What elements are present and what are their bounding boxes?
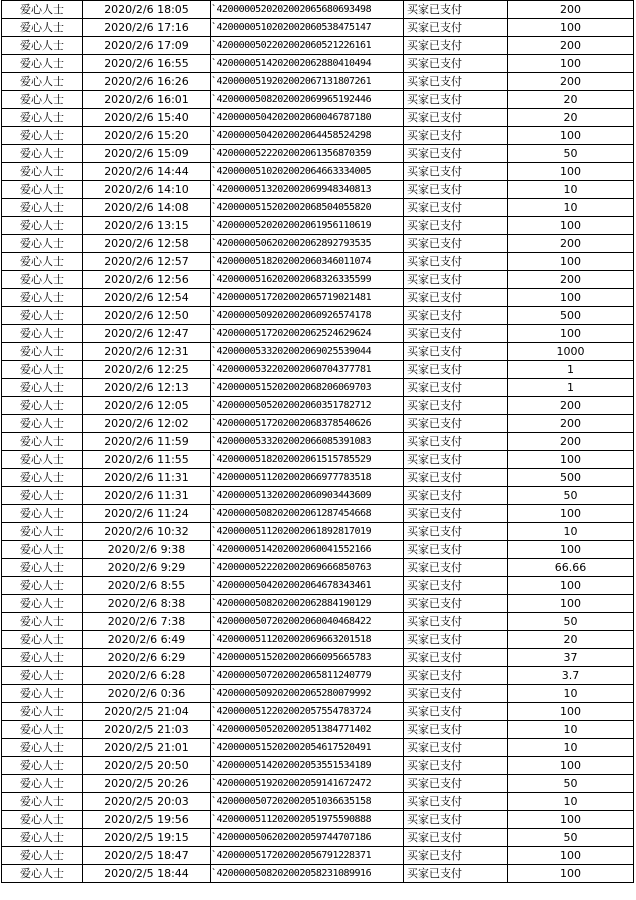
payment-status-cell: 买家已支付: [404, 757, 508, 775]
payment-status-cell: 买家已支付: [404, 793, 508, 811]
amount-cell: 200: [508, 235, 634, 253]
time-cell: 2020/2/5 21:01: [83, 739, 211, 757]
transaction-id-cell: `4200000505202002060351782712: [211, 397, 404, 415]
amount-cell: 20: [508, 631, 634, 649]
amount-cell: 200: [508, 433, 634, 451]
time-cell: 2020/2/6 15:20: [83, 127, 211, 145]
payment-status-cell: 买家已支付: [404, 631, 508, 649]
amount-cell: 100: [508, 865, 634, 883]
amount-cell: 10: [508, 181, 634, 199]
table-row: [2, 289, 634, 307]
payment-status-cell: 买家已支付: [404, 415, 508, 433]
transaction-id-cell: `4200000520202002061956110619: [211, 217, 404, 235]
donor-name-cell: 爱心人士: [2, 379, 83, 397]
payment-status-cell: 买家已支付: [404, 721, 508, 739]
payment-status-cell: 买家已支付: [404, 505, 508, 523]
payment-status-cell: 买家已支付: [404, 739, 508, 757]
time-cell: 2020/2/6 12:25: [83, 361, 211, 379]
payment-status-cell: 买家已支付: [404, 523, 508, 541]
time-cell: 2020/2/5 19:15: [83, 829, 211, 847]
table-row: [2, 235, 634, 253]
amount-cell: 200: [508, 415, 634, 433]
amount-cell: 50: [508, 487, 634, 505]
payment-status-cell: 买家已支付: [404, 451, 508, 469]
amount-cell: 100: [508, 451, 634, 469]
transaction-id-cell: `4200000507202002060040468422: [211, 613, 404, 631]
donor-name-cell: 爱心人士: [2, 361, 83, 379]
payment-status-cell: 买家已支付: [404, 73, 508, 91]
payment-status-cell: 买家已支付: [404, 361, 508, 379]
table-row: [2, 37, 634, 55]
table-row: [2, 343, 634, 361]
payment-status-cell: 买家已支付: [404, 829, 508, 847]
amount-cell: 100: [508, 55, 634, 73]
payment-status-cell: 买家已支付: [404, 775, 508, 793]
donor-name-cell: 爱心人士: [2, 433, 83, 451]
time-cell: 2020/2/6 11:24: [83, 505, 211, 523]
transaction-id-cell: `4200000533202002069025539044: [211, 343, 404, 361]
payment-status-cell: 买家已支付: [404, 667, 508, 685]
transaction-id-cell: `4200000504202002064458524298: [211, 127, 404, 145]
time-cell: 2020/2/6 9:38: [83, 541, 211, 559]
transaction-id-cell: `4200000506202002059744707186: [211, 829, 404, 847]
donor-name-cell: 爱心人士: [2, 127, 83, 145]
amount-cell: 10: [508, 721, 634, 739]
table-row: [2, 397, 634, 415]
payment-status-cell: 买家已支付: [404, 433, 508, 451]
donor-name-cell: 爱心人士: [2, 757, 83, 775]
table-row: [2, 811, 634, 829]
transaction-id-cell: `4200000519202002059141672472: [211, 775, 404, 793]
donor-name-cell: 爱心人士: [2, 631, 83, 649]
transaction-id-cell: `4200000514202002060041552166: [211, 541, 404, 559]
time-cell: 2020/2/6 12:02: [83, 415, 211, 433]
table-row: [2, 775, 634, 793]
table-row: [2, 829, 634, 847]
amount-cell: 100: [508, 217, 634, 235]
time-cell: 2020/2/5 20:50: [83, 757, 211, 775]
payment-status-cell: 买家已支付: [404, 379, 508, 397]
donor-name-cell: 爱心人士: [2, 613, 83, 631]
transaction-id-cell: `4200000517202002056791228371: [211, 847, 404, 865]
donor-name-cell: 爱心人士: [2, 505, 83, 523]
table-row: [2, 19, 634, 37]
time-cell: 2020/2/5 18:47: [83, 847, 211, 865]
table-row: [2, 559, 634, 577]
amount-cell: 100: [508, 595, 634, 613]
donor-name-cell: 爱心人士: [2, 235, 83, 253]
time-cell: 2020/2/6 12:56: [83, 271, 211, 289]
transaction-id-cell: `4200000504202002064678343461: [211, 577, 404, 595]
transaction-id-cell: `4200000532202002060704377781: [211, 361, 404, 379]
time-cell: 2020/2/6 16:55: [83, 55, 211, 73]
time-cell: 2020/2/6 8:55: [83, 577, 211, 595]
payment-status-cell: 买家已支付: [404, 703, 508, 721]
table-row: [2, 487, 634, 505]
payment-status-cell: 买家已支付: [404, 541, 508, 559]
transaction-id-cell: `4200000514202002053551534189: [211, 757, 404, 775]
time-cell: 2020/2/6 7:38: [83, 613, 211, 631]
donor-name-cell: 爱心人士: [2, 253, 83, 271]
payment-status-cell: 买家已支付: [404, 811, 508, 829]
table-row: [2, 721, 634, 739]
donor-name-cell: 爱心人士: [2, 181, 83, 199]
transaction-id-cell: `4200000509202002065280079992: [211, 685, 404, 703]
time-cell: 2020/2/6 12:57: [83, 253, 211, 271]
donor-name-cell: 爱心人士: [2, 559, 83, 577]
time-cell: 2020/2/6 11:31: [83, 469, 211, 487]
table-row: [2, 685, 634, 703]
amount-cell: 1: [508, 361, 634, 379]
time-cell: 2020/2/6 14:10: [83, 181, 211, 199]
amount-cell: 100: [508, 757, 634, 775]
time-cell: 2020/2/6 17:16: [83, 19, 211, 37]
transaction-id-cell: `4200000507202002065811240779: [211, 667, 404, 685]
donor-name-cell: 爱心人士: [2, 73, 83, 91]
payment-status-cell: 买家已支付: [404, 595, 508, 613]
table-row: [2, 361, 634, 379]
donor-name-cell: 爱心人士: [2, 397, 83, 415]
payment-status-cell: 买家已支付: [404, 469, 508, 487]
time-cell: 2020/2/6 12:50: [83, 307, 211, 325]
payment-status-cell: 买家已支付: [404, 217, 508, 235]
donor-name-cell: 爱心人士: [2, 343, 83, 361]
time-cell: 2020/2/6 12:47: [83, 325, 211, 343]
donor-name-cell: 爱心人士: [2, 163, 83, 181]
time-cell: 2020/2/6 9:29: [83, 559, 211, 577]
payment-status-cell: 买家已支付: [404, 865, 508, 883]
donor-name-cell: 爱心人士: [2, 775, 83, 793]
payment-status-cell: 买家已支付: [404, 289, 508, 307]
donation-table-body: [2, 1, 634, 883]
time-cell: 2020/2/6 14:44: [83, 163, 211, 181]
amount-cell: 50: [508, 145, 634, 163]
amount-cell: 100: [508, 127, 634, 145]
payment-status-cell: 买家已支付: [404, 397, 508, 415]
payment-status-cell: 买家已支付: [404, 847, 508, 865]
amount-cell: 10: [508, 523, 634, 541]
amount-cell: 200: [508, 1, 634, 19]
amount-cell: 10: [508, 793, 634, 811]
payment-status-cell: 买家已支付: [404, 577, 508, 595]
amount-cell: 10: [508, 199, 634, 217]
donor-name-cell: 爱心人士: [2, 109, 83, 127]
payment-status-cell: 买家已支付: [404, 109, 508, 127]
donor-name-cell: 爱心人士: [2, 739, 83, 757]
donor-name-cell: 爱心人士: [2, 721, 83, 739]
transaction-id-cell: `4200000513202002069948340813: [211, 181, 404, 199]
payment-status-cell: 买家已支付: [404, 253, 508, 271]
amount-cell: 20: [508, 91, 634, 109]
amount-cell: 10: [508, 685, 634, 703]
donor-name-cell: 爱心人士: [2, 649, 83, 667]
transaction-id-cell: `4200000517202002062524629624: [211, 325, 404, 343]
table-row: [2, 145, 634, 163]
donor-name-cell: 爱心人士: [2, 217, 83, 235]
transaction-id-cell: `4200000511202002061892817019: [211, 523, 404, 541]
amount-cell: 50: [508, 775, 634, 793]
table-row: [2, 613, 634, 631]
donor-name-cell: 爱心人士: [2, 19, 83, 37]
table-row: [2, 73, 634, 91]
table-row: [2, 199, 634, 217]
amount-cell: 50: [508, 613, 634, 631]
amount-cell: 200: [508, 37, 634, 55]
time-cell: 2020/2/6 15:40: [83, 109, 211, 127]
time-cell: 2020/2/6 18:05: [83, 1, 211, 19]
amount-cell: 100: [508, 19, 634, 37]
table-row: [2, 523, 634, 541]
time-cell: 2020/2/6 12:54: [83, 289, 211, 307]
amount-cell: 3.7: [508, 667, 634, 685]
payment-status-cell: 买家已支付: [404, 127, 508, 145]
donor-name-cell: 爱心人士: [2, 415, 83, 433]
time-cell: 2020/2/6 11:59: [83, 433, 211, 451]
transaction-id-cell: `4200000533202002066085391083: [211, 433, 404, 451]
table-row: [2, 865, 634, 883]
donor-name-cell: 爱心人士: [2, 523, 83, 541]
donor-name-cell: 爱心人士: [2, 91, 83, 109]
payment-status-cell: 买家已支付: [404, 325, 508, 343]
time-cell: 2020/2/5 21:04: [83, 703, 211, 721]
transaction-id-cell: `4200000515202002066095665783: [211, 649, 404, 667]
table-row: [2, 757, 634, 775]
table-row: [2, 307, 634, 325]
amount-cell: 500: [508, 307, 634, 325]
payment-status-cell: 买家已支付: [404, 271, 508, 289]
donor-name-cell: 爱心人士: [2, 289, 83, 307]
transaction-id-cell: `4200000512202002057554783724: [211, 703, 404, 721]
table-row: [2, 667, 634, 685]
table-row: [2, 55, 634, 73]
transaction-id-cell: `4200000509202002060926574178: [211, 307, 404, 325]
table-row: [2, 127, 634, 145]
table-row: [2, 739, 634, 757]
transaction-id-cell: `4200000506202002062892793535: [211, 235, 404, 253]
amount-cell: 200: [508, 73, 634, 91]
table-row: [2, 109, 634, 127]
donor-name-cell: 爱心人士: [2, 829, 83, 847]
donor-name-cell: 爱心人士: [2, 811, 83, 829]
transaction-id-cell: `4200000511202002051975590888: [211, 811, 404, 829]
transaction-id-cell: `4200000518202002060346011074: [211, 253, 404, 271]
time-cell: 2020/2/6 12:13: [83, 379, 211, 397]
time-cell: 2020/2/6 10:32: [83, 523, 211, 541]
table-row: [2, 379, 634, 397]
transaction-id-cell: `4200000516202002068326335599: [211, 271, 404, 289]
donor-name-cell: 爱心人士: [2, 145, 83, 163]
donor-name-cell: 爱心人士: [2, 487, 83, 505]
transaction-id-cell: `4200000508202002069965192446: [211, 91, 404, 109]
donor-name-cell: 爱心人士: [2, 577, 83, 595]
amount-cell: 100: [508, 253, 634, 271]
donor-name-cell: 爱心人士: [2, 37, 83, 55]
payment-status-cell: 买家已支付: [404, 307, 508, 325]
time-cell: 2020/2/6 12:31: [83, 343, 211, 361]
payment-status-cell: 买家已支付: [404, 685, 508, 703]
payment-status-cell: 买家已支付: [404, 487, 508, 505]
amount-cell: 37: [508, 649, 634, 667]
amount-cell: 100: [508, 163, 634, 181]
amount-cell: 10: [508, 739, 634, 757]
donor-name-cell: 爱心人士: [2, 847, 83, 865]
transaction-id-cell: `4200000522202002069666850763: [211, 559, 404, 577]
table-row: [2, 163, 634, 181]
donor-name-cell: 爱心人士: [2, 865, 83, 883]
time-cell: 2020/2/6 0:36: [83, 685, 211, 703]
amount-cell: 100: [508, 577, 634, 595]
amount-cell: 500: [508, 469, 634, 487]
amount-cell: 50: [508, 829, 634, 847]
payment-status-cell: 买家已支付: [404, 163, 508, 181]
payment-status-cell: 买家已支付: [404, 181, 508, 199]
transaction-id-cell: `4200000513202002060903443609: [211, 487, 404, 505]
amount-cell: 100: [508, 811, 634, 829]
time-cell: 2020/2/6 12:58: [83, 235, 211, 253]
payment-status-cell: 买家已支付: [404, 613, 508, 631]
amount-cell: 20: [508, 109, 634, 127]
payment-status-cell: 买家已支付: [404, 37, 508, 55]
donor-name-cell: 爱心人士: [2, 271, 83, 289]
donor-name-cell: 爱心人士: [2, 55, 83, 73]
amount-cell: 66.66: [508, 559, 634, 577]
transaction-id-cell: `4200000508202002058231089916: [211, 865, 404, 883]
amount-cell: 100: [508, 541, 634, 559]
amount-cell: 200: [508, 397, 634, 415]
table-row: [2, 433, 634, 451]
time-cell: 2020/2/6 6:49: [83, 631, 211, 649]
donor-name-cell: 爱心人士: [2, 667, 83, 685]
transaction-id-cell: `4200000511202002066977783518: [211, 469, 404, 487]
transaction-id-cell: `4200000519202002067131807261: [211, 73, 404, 91]
transaction-id-cell: `4200000514202002062880410494: [211, 55, 404, 73]
transaction-id-cell: `4200000520202002065680693498: [211, 1, 404, 19]
time-cell: 2020/2/6 12:05: [83, 397, 211, 415]
transaction-id-cell: `4200000518202002061515785529: [211, 451, 404, 469]
donor-name-cell: 爱心人士: [2, 469, 83, 487]
amount-cell: 100: [508, 325, 634, 343]
transaction-id-cell: `4200000522202002061356870359: [211, 145, 404, 163]
time-cell: 2020/2/6 11:55: [83, 451, 211, 469]
donor-name-cell: 爱心人士: [2, 1, 83, 19]
amount-cell: 100: [508, 289, 634, 307]
transaction-id-cell: `4200000504202002060046787180: [211, 109, 404, 127]
amount-cell: 1000: [508, 343, 634, 361]
table-row: [2, 703, 634, 721]
table-row: [2, 847, 634, 865]
time-cell: 2020/2/5 18:44: [83, 865, 211, 883]
payment-status-cell: 买家已支付: [404, 91, 508, 109]
time-cell: 2020/2/5 20:26: [83, 775, 211, 793]
donor-name-cell: 爱心人士: [2, 595, 83, 613]
time-cell: 2020/2/6 15:09: [83, 145, 211, 163]
table-row: [2, 649, 634, 667]
time-cell: 2020/2/5 20:03: [83, 793, 211, 811]
time-cell: 2020/2/6 17:09: [83, 37, 211, 55]
table-row: [2, 415, 634, 433]
donor-name-cell: 爱心人士: [2, 541, 83, 559]
table-row: [2, 91, 634, 109]
payment-status-cell: 买家已支付: [404, 145, 508, 163]
donor-name-cell: 爱心人士: [2, 451, 83, 469]
amount-cell: 200: [508, 271, 634, 289]
transaction-id-cell: `4200000505202002051384771402: [211, 721, 404, 739]
donor-name-cell: 爱心人士: [2, 199, 83, 217]
donor-name-cell: 爱心人士: [2, 793, 83, 811]
payment-status-cell: 买家已支付: [404, 559, 508, 577]
payment-status-cell: 买家已支付: [404, 199, 508, 217]
table-row: [2, 631, 634, 649]
transaction-id-cell: `4200000508202002061287454668: [211, 505, 404, 523]
time-cell: 2020/2/6 8:38: [83, 595, 211, 613]
transaction-id-cell: `4200000515202002068504055820: [211, 199, 404, 217]
table-row: [2, 181, 634, 199]
table-row: [2, 541, 634, 559]
transaction-id-cell: `4200000508202002062884190129: [211, 595, 404, 613]
time-cell: 2020/2/6 6:29: [83, 649, 211, 667]
payment-status-cell: 买家已支付: [404, 19, 508, 37]
payment-status-cell: 买家已支付: [404, 1, 508, 19]
table-row: [2, 577, 634, 595]
payment-status-cell: 买家已支付: [404, 235, 508, 253]
transaction-id-cell: `4200000511202002069663201518: [211, 631, 404, 649]
transaction-id-cell: `4200000515202002068206069703: [211, 379, 404, 397]
donor-name-cell: 爱心人士: [2, 307, 83, 325]
time-cell: 2020/2/6 6:28: [83, 667, 211, 685]
transaction-id-cell: `4200000510202002064663334005: [211, 163, 404, 181]
amount-cell: 100: [508, 703, 634, 721]
table-row: [2, 253, 634, 271]
time-cell: 2020/2/6 16:26: [83, 73, 211, 91]
table-row: [2, 451, 634, 469]
transaction-id-cell: `4200000510202002060538475147: [211, 19, 404, 37]
table-row: [2, 793, 634, 811]
table-row: [2, 325, 634, 343]
transaction-id-cell: `4200000502202002060521226161: [211, 37, 404, 55]
time-cell: 2020/2/6 13:15: [83, 217, 211, 235]
amount-cell: 100: [508, 847, 634, 865]
transaction-id-cell: `4200000517202002068378540626: [211, 415, 404, 433]
donor-name-cell: 爱心人士: [2, 685, 83, 703]
time-cell: 2020/2/5 19:56: [83, 811, 211, 829]
payment-status-cell: 买家已支付: [404, 343, 508, 361]
amount-cell: 100: [508, 505, 634, 523]
transaction-id-cell: `4200000507202002051036635158: [211, 793, 404, 811]
payment-status-cell: 买家已支付: [404, 649, 508, 667]
time-cell: 2020/2/6 16:01: [83, 91, 211, 109]
donation-table: [1, 0, 634, 883]
table-row: [2, 595, 634, 613]
transaction-id-cell: `4200000515202002054617520491: [211, 739, 404, 757]
time-cell: 2020/2/6 11:31: [83, 487, 211, 505]
donor-name-cell: 爱心人士: [2, 325, 83, 343]
transaction-id-cell: `4200000517202002065719021481: [211, 289, 404, 307]
amount-cell: 1: [508, 379, 634, 397]
payment-status-cell: 买家已支付: [404, 55, 508, 73]
time-cell: 2020/2/5 21:03: [83, 721, 211, 739]
table-row: [2, 217, 634, 235]
table-row: [2, 271, 634, 289]
time-cell: 2020/2/6 14:08: [83, 199, 211, 217]
table-row: [2, 1, 634, 19]
table-row: [2, 469, 634, 487]
donor-name-cell: 爱心人士: [2, 703, 83, 721]
table-row: [2, 505, 634, 523]
